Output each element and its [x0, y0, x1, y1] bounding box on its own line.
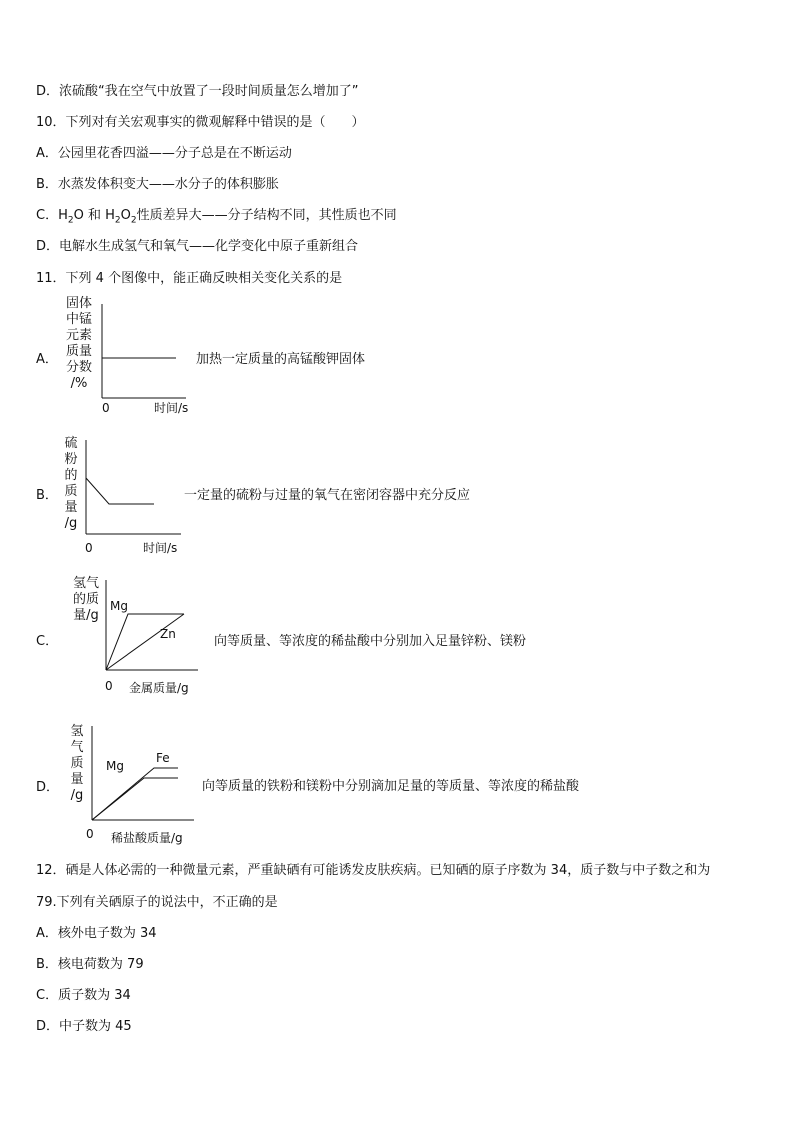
series-label-fe: Fe — [156, 751, 170, 765]
q10-option-b: B．水蒸发体积变大——水分子的体积膨胀 — [36, 177, 279, 192]
series-zn — [106, 614, 184, 670]
y-label-line: 量 — [70, 772, 84, 787]
q12-option-d: D．中子数为 45 — [36, 1019, 132, 1034]
origin-label: 0 — [86, 827, 94, 841]
y-label-line: /g — [64, 516, 78, 531]
chart-description: 向等质量、等浓度的稀盐酸中分别加入足量锌粉、镁粉 — [214, 634, 527, 649]
series-label-zn: Zn — [160, 627, 176, 641]
q11-option-d — [36, 722, 636, 847]
y-label-line: 中锰 — [65, 312, 92, 327]
x-axis-label: 时间/s — [154, 401, 189, 415]
y-label-line: 氢气 — [72, 576, 99, 591]
q12-stem-line1: 12．硒是人体必需的一种微量元素，严重缺硒有可能诱发皮肤疾病。已知硒的原子序数为 34，质子数与中子数之和为 — [36, 863, 711, 878]
q10-option-c-sub: 2 — [130, 215, 137, 226]
y-label-line: 质量 — [65, 344, 92, 359]
series-line — [86, 478, 154, 504]
series-label-mg: Mg — [110, 599, 128, 613]
origin-label: 0 — [102, 401, 110, 415]
q10-option-d: D．电解水生成氢气和氧气——化学变化中原子重新组合 — [36, 239, 359, 254]
q9-option-d: D．浓硫酸“我在空气中放置了一段时间质量怎么增加了” — [36, 84, 359, 99]
q12-stem-line2: 79.下列有关硒原子的说法中，不正确的是 — [36, 895, 278, 910]
q11-stem: 11．下列 4 个图像中，能正确反映相关变化关系的是 — [36, 271, 343, 286]
q10-option-c-part: C．H — [36, 208, 68, 223]
y-label-line: 硫 — [64, 436, 78, 451]
y-label-line: 量/g — [73, 608, 99, 623]
chart-d-svg — [36, 722, 216, 847]
option-letter: B． — [36, 488, 58, 503]
y-label-line: 分数 — [65, 360, 92, 375]
y-label-line: 的 — [64, 468, 78, 483]
y-label-line: 粉 — [64, 452, 78, 467]
series-fe — [92, 768, 178, 820]
y-label-line: 固体 — [65, 296, 92, 311]
q10-option-c-part: O 和 H — [73, 208, 115, 223]
y-label-line: 氢 — [70, 724, 84, 739]
x-axis-label: 稀盐酸质量/g — [111, 831, 183, 845]
x-axis-label: 金属质量/g — [129, 681, 189, 695]
y-label-line: 气 — [70, 740, 84, 755]
q10-option-c-sub: 2 — [67, 215, 74, 226]
q10-option-c-part: 性质差异大——分子结构不同，其性质也不同 — [136, 208, 397, 223]
q11-option-b — [36, 434, 596, 559]
q12-option-c: C．质子数为 34 — [36, 988, 131, 1003]
option-letter: D． — [36, 780, 60, 795]
q10-option-a: A．公园里花香四溢——分子总是在不断运动 — [36, 146, 292, 161]
chart-description: 加热一定质量的高锰酸钾固体 — [196, 352, 366, 367]
y-label-line: 元素 — [65, 328, 92, 343]
option-letter: C． — [36, 634, 59, 649]
q12-option-b: B．核电荷数为 79 — [36, 957, 144, 972]
q10-stem: 10．下列对有关宏观事实的微观解释中错误的是（ ） — [36, 115, 365, 130]
y-label-line: 质 — [64, 484, 78, 499]
q10-option-c-sub: 2 — [114, 215, 121, 226]
y-label-line: /g — [70, 788, 84, 803]
chart-description: 一定量的硫粉与过量的氧气在密闭容器中充分反应 — [184, 488, 471, 503]
q10-option-c — [36, 207, 397, 230]
origin-label: 0 — [105, 679, 113, 693]
option-letter: A． — [36, 352, 58, 367]
series-label-mg: Mg — [106, 759, 124, 773]
y-label-line: 量 — [64, 500, 78, 515]
chart-c-svg — [36, 574, 216, 699]
y-label-line: 质 — [70, 756, 84, 771]
q11-option-c — [36, 574, 596, 699]
chart-b-svg — [36, 434, 206, 559]
q10-option-c-part: O — [120, 208, 131, 223]
y-label-line: 的质 — [72, 592, 99, 607]
q11-option-a — [36, 294, 596, 419]
y-label-line: /% — [70, 376, 88, 391]
chart-description: 向等质量的铁粉和镁粉中分别滴加足量的等质量、等浓度的稀盐酸 — [202, 779, 580, 794]
chart-a-svg — [36, 294, 206, 419]
x-axis-label: 时间/s — [143, 541, 178, 555]
q12-option-a: A．核外电子数为 34 — [36, 926, 157, 941]
origin-label: 0 — [85, 541, 93, 555]
